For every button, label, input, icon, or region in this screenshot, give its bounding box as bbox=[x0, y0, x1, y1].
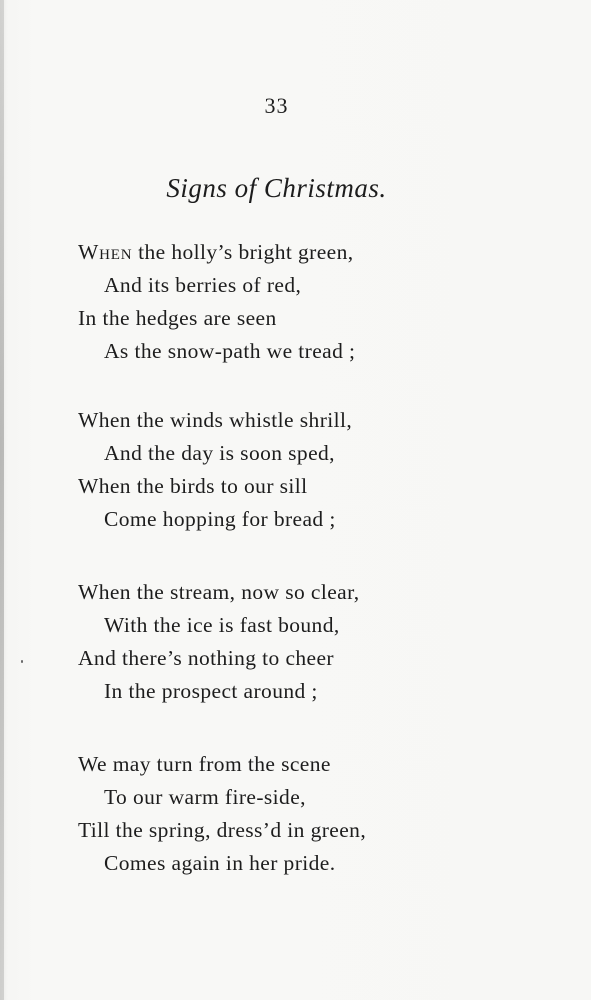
drop-word: When bbox=[78, 240, 133, 264]
poem-line: And the day is soon sped, bbox=[104, 441, 335, 465]
page-number: 33 bbox=[264, 93, 289, 118]
poem-line: We may turn from the scene bbox=[78, 752, 331, 776]
poem-stanza-3 bbox=[78, 576, 438, 708]
poem-line: In the hedges are seen bbox=[78, 306, 277, 330]
poem-line: Till the spring, dress’d in green, bbox=[78, 818, 367, 842]
poem-line: Comes again in her pride. bbox=[104, 851, 336, 875]
poem-line bbox=[78, 236, 438, 269]
poem-line: And its berries of red, bbox=[104, 273, 302, 297]
poem-stanza-4 bbox=[78, 748, 438, 880]
poem-line: When the birds to our sill bbox=[78, 474, 308, 498]
poem-line: And there’s nothing to cheer bbox=[78, 646, 334, 670]
line-text: the holly’s bright green, bbox=[132, 240, 354, 264]
poem-title: Signs of Christmas. bbox=[166, 173, 387, 203]
paper-speck bbox=[21, 660, 23, 663]
poem-line: When the stream, now so clear, bbox=[78, 580, 360, 604]
poem-line: To our warm fire-side, bbox=[104, 785, 306, 809]
poem-line: With the ice is fast bound, bbox=[104, 613, 340, 637]
poem-line: Come hopping for bread ; bbox=[104, 507, 336, 531]
poem-line: When the winds whistle shrill, bbox=[78, 408, 353, 432]
poem-line: In the prospect around ; bbox=[104, 679, 318, 703]
page-spine-edge bbox=[0, 0, 4, 1000]
poem-stanza-2 bbox=[78, 404, 438, 536]
poem-stanza-1 bbox=[78, 236, 438, 368]
poem-line: As the snow-path we tread ; bbox=[104, 339, 356, 363]
